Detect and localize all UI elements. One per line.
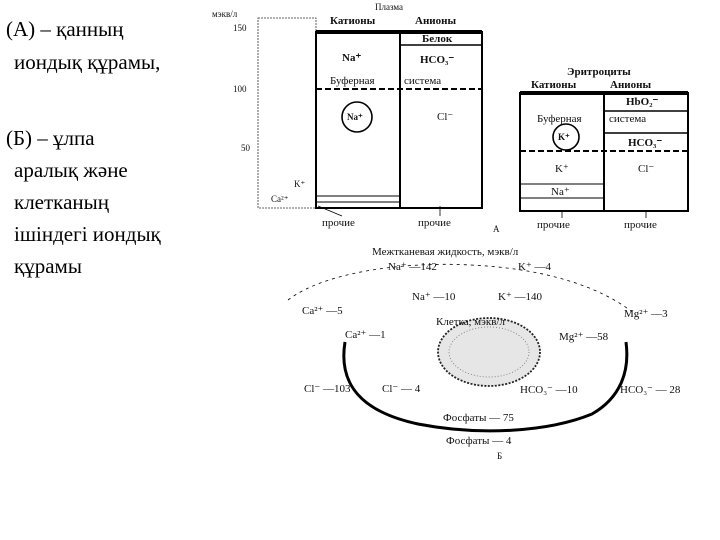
axis-frame <box>258 18 316 208</box>
erythro-k-circle-label: K⁺ <box>558 132 570 142</box>
erythro-anions-header: Анионы <box>610 79 652 91</box>
cell-nucleus <box>438 318 540 386</box>
mg-inside: Mg²⁺ —58 <box>559 331 609 343</box>
phosphates-inside: Фосфаты — 75 <box>443 412 514 424</box>
plasma-buffer-right: система <box>404 75 442 87</box>
plasma-other-right: прочие <box>418 217 451 229</box>
erythro-hco3-label: HCO₃⁻ <box>628 137 663 149</box>
erythro-buffer-right: система <box>609 113 647 125</box>
ca-outside: Ca²⁺ —5 <box>302 305 343 317</box>
erythro-na-label: Na⁺ <box>551 186 570 198</box>
plasma-na-label: Na⁺ <box>342 52 362 64</box>
na-outside: Na⁺ —142 <box>388 261 437 273</box>
k-inside: K⁺ —140 <box>498 291 542 303</box>
panel-letter-a: А <box>493 224 500 234</box>
axis-tick-50: 50 <box>241 143 250 153</box>
plasma-cations-header: Катионы <box>330 15 376 27</box>
plasma-title: Плазма <box>375 2 404 12</box>
caption-b-line1: (Б) – ұлпа <box>6 126 95 150</box>
interstitial-title: Межтканевая жидкость, мэкв/л <box>372 246 519 258</box>
plasma-k-label: K⁺ <box>294 179 306 189</box>
erythro-cations-header: Катионы <box>531 79 577 91</box>
na-inside: Na⁺ —10 <box>412 291 456 303</box>
erythro-other-right: прочие <box>624 219 657 231</box>
caption-a-line1: (А) – қанның <box>6 17 124 41</box>
cl-inside: Cl⁻ — 4 <box>382 383 421 395</box>
erythro-title: Эритроциты <box>567 66 631 78</box>
caption-b-line5: құрамы <box>14 254 82 278</box>
caption-a-line2: иондық құрамы, <box>14 50 161 74</box>
mg-outside: Mg²⁺ —3 <box>624 308 668 320</box>
plasma-chart <box>212 2 482 229</box>
phosphates-outside: Фосфаты — 4 <box>446 435 512 447</box>
erythro-hbo2-label: HbO₂⁻ <box>626 96 659 108</box>
cell-title: Клетка, мэкв/л <box>436 316 505 328</box>
plasma-anions-header: Анионы <box>415 15 457 27</box>
caption-b-line4: ішіндегі иондық <box>14 222 161 246</box>
erythro-cl-label: Cl⁻ <box>638 163 655 175</box>
axis-tick-100: 100 <box>233 84 247 94</box>
erythrocyte-chart <box>493 66 688 234</box>
plasma-ca-label: Ca²⁺ <box>271 194 289 204</box>
plasma-hco3-label: HCO₃⁻ <box>420 54 455 66</box>
hco3-outside: HCO₃⁻ — 28 <box>620 384 681 396</box>
axis-tick-150: 150 <box>233 23 247 33</box>
erythro-buffer-left: Буферная <box>537 113 582 125</box>
plasma-cl-label: Cl⁻ <box>437 111 454 123</box>
axis-unit-label: мэкв/л <box>212 9 238 19</box>
cl-outside: Cl⁻ —103 <box>304 383 351 395</box>
ca-inside: Ca²⁺ —1 <box>345 329 386 341</box>
plasma-buffer-left: Буферная <box>330 75 375 87</box>
caption-b-line3: клетканың <box>14 190 109 214</box>
erythro-k-label: K⁺ <box>555 163 569 175</box>
plasma-other-left: прочие <box>322 217 355 229</box>
panel-letter-b: Б <box>497 451 503 461</box>
plasma-na-circle-label: Na⁺ <box>347 112 363 122</box>
caption-b-line2: аралық және <box>14 158 128 182</box>
cell-diagram <box>288 246 681 461</box>
k-outside: K⁺ —4 <box>518 261 551 273</box>
hco3-inside: HCO₃⁻ —10 <box>520 384 578 396</box>
erythro-other-left: прочие <box>537 219 570 231</box>
plasma-protein-label: Белок <box>422 33 453 45</box>
